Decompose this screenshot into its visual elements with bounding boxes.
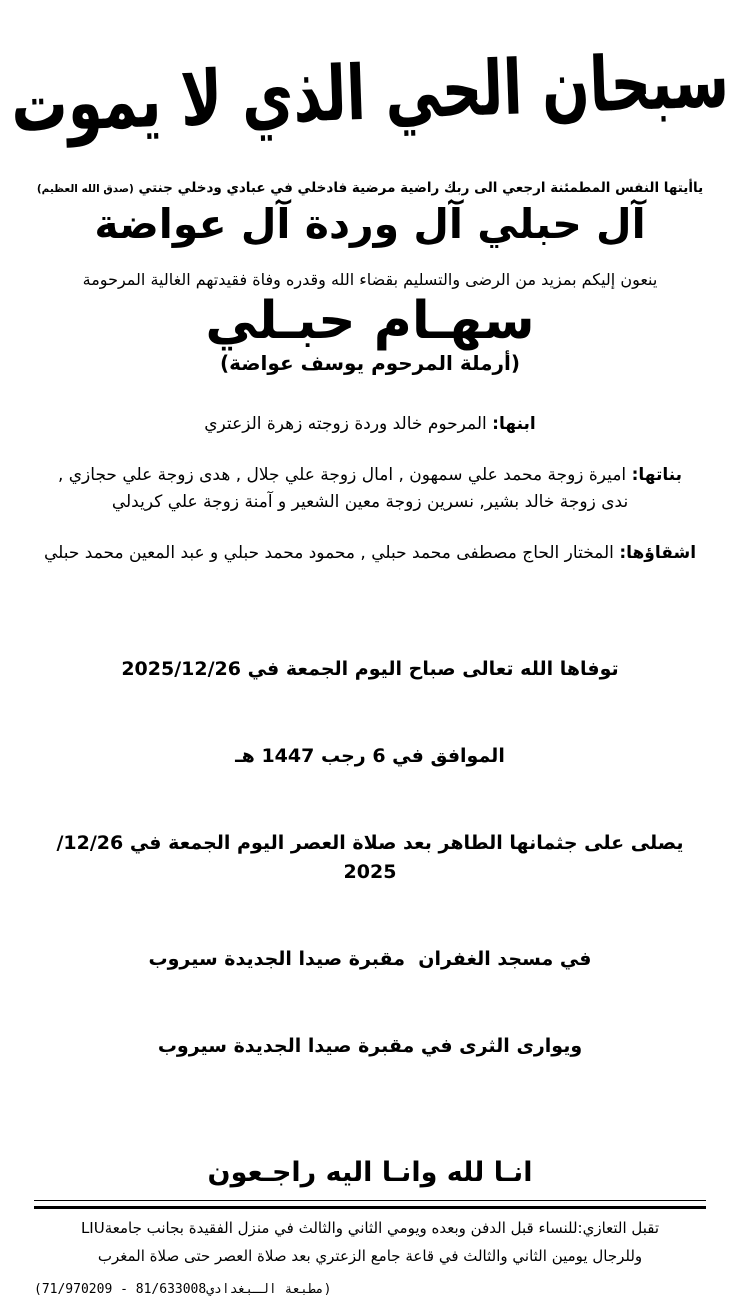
daughters-names-line1: [34, 462, 706, 489]
istirjaa-closing: انـا لله وانـا اليه راجـعون: [207, 1157, 533, 1188]
funeral-hijri-date-line: الموافق في 6 رجب 1447 هـ: [235, 745, 505, 767]
funeral-mosque-line: في مسجد الغفران مقبرة صيدا الجديدة سيروب: [148, 948, 592, 970]
daughters-line: [34, 462, 706, 516]
funeral-prayer-line: يصلى على جثمانها الطاهر بعد صلاة العصر اليوم الجمعة في 12/26/ 2025: [49, 832, 684, 883]
divider-thin: [34, 1200, 706, 1201]
brothers-line: [34, 540, 706, 567]
funeral-details: [34, 597, 706, 1119]
printer-credit: (مطبعة الـبغدادي81/633008 - 71/970209): [34, 1282, 332, 1297]
divider-thick: [34, 1206, 706, 1209]
obituary-page: [0, 18, 740, 1297]
son-names: المرحوم خالد وردة زوجته زهرة الزعتري: [204, 414, 487, 434]
son-line: [34, 411, 706, 438]
daughters-label: بناتها:: [631, 465, 683, 485]
verse-attribution: (صدق الله العظيم): [36, 183, 134, 195]
condolences-men-line: وللرجال يومين الثاني والثالث في قاعة جامع الزعتري بعد صلاة العصر حتى صلاة المغرب: [97, 1247, 643, 1265]
quran-verse-text: ياأيتها النفس المطمئنة ارجعي الى ربك راضية مرضية فادخلي في عبادي ودخلي جنتي: [138, 180, 704, 196]
funeral-death-date-line: توفاها الله تعالى صباح اليوم الجمعة في 2025/12/26: [121, 658, 619, 680]
daughters-names-line2: ندى زوجة خالد بشير, نسرين زوجة معين الشعير و آمنة زوجة علي كريدلي: [111, 492, 629, 512]
family-names-title: آل حبلي آل وردة آل عواضة: [94, 200, 646, 248]
condolences-section: [34, 1214, 706, 1270]
funeral-burial-line: ويوارى الثرى في مقبرة صيدا الجديدة سيروب: [157, 1035, 583, 1057]
brothers-names: المختار الحاج مصطفى محمد حبلي , محمود محمد حبلي و عبد المعين محمد حبلي: [43, 543, 614, 563]
brothers-label: اشقاؤها:: [619, 543, 697, 563]
calligraphy-header: سبحان الحي الذي لا يموت: [9, 36, 731, 150]
announcement-intro: ينعون إليكم بمزيد من الرضى والتسليم بقضاء الله وقدره وفاة فقيدتهم الغالية المرحومة: [82, 270, 658, 289]
daughters-names-part1: اميرة زوجة محمد علي سمهون , امال زوجة علي جلال , هدى زوجة علي حجازي ,: [57, 465, 627, 485]
son-label: ابنها:: [492, 414, 536, 434]
deceased-widow-title: (أرملة المرحوم يوسف عواضة): [219, 351, 521, 375]
condolences-women-line: تقبل التعازي:للنساء قبل الدفن وبعده ويومي الثاني والثالث في منزل الفقيدة بجانب جامعةLIU: [80, 1219, 660, 1237]
deceased-name: سهـام حبـلي: [205, 291, 535, 351]
